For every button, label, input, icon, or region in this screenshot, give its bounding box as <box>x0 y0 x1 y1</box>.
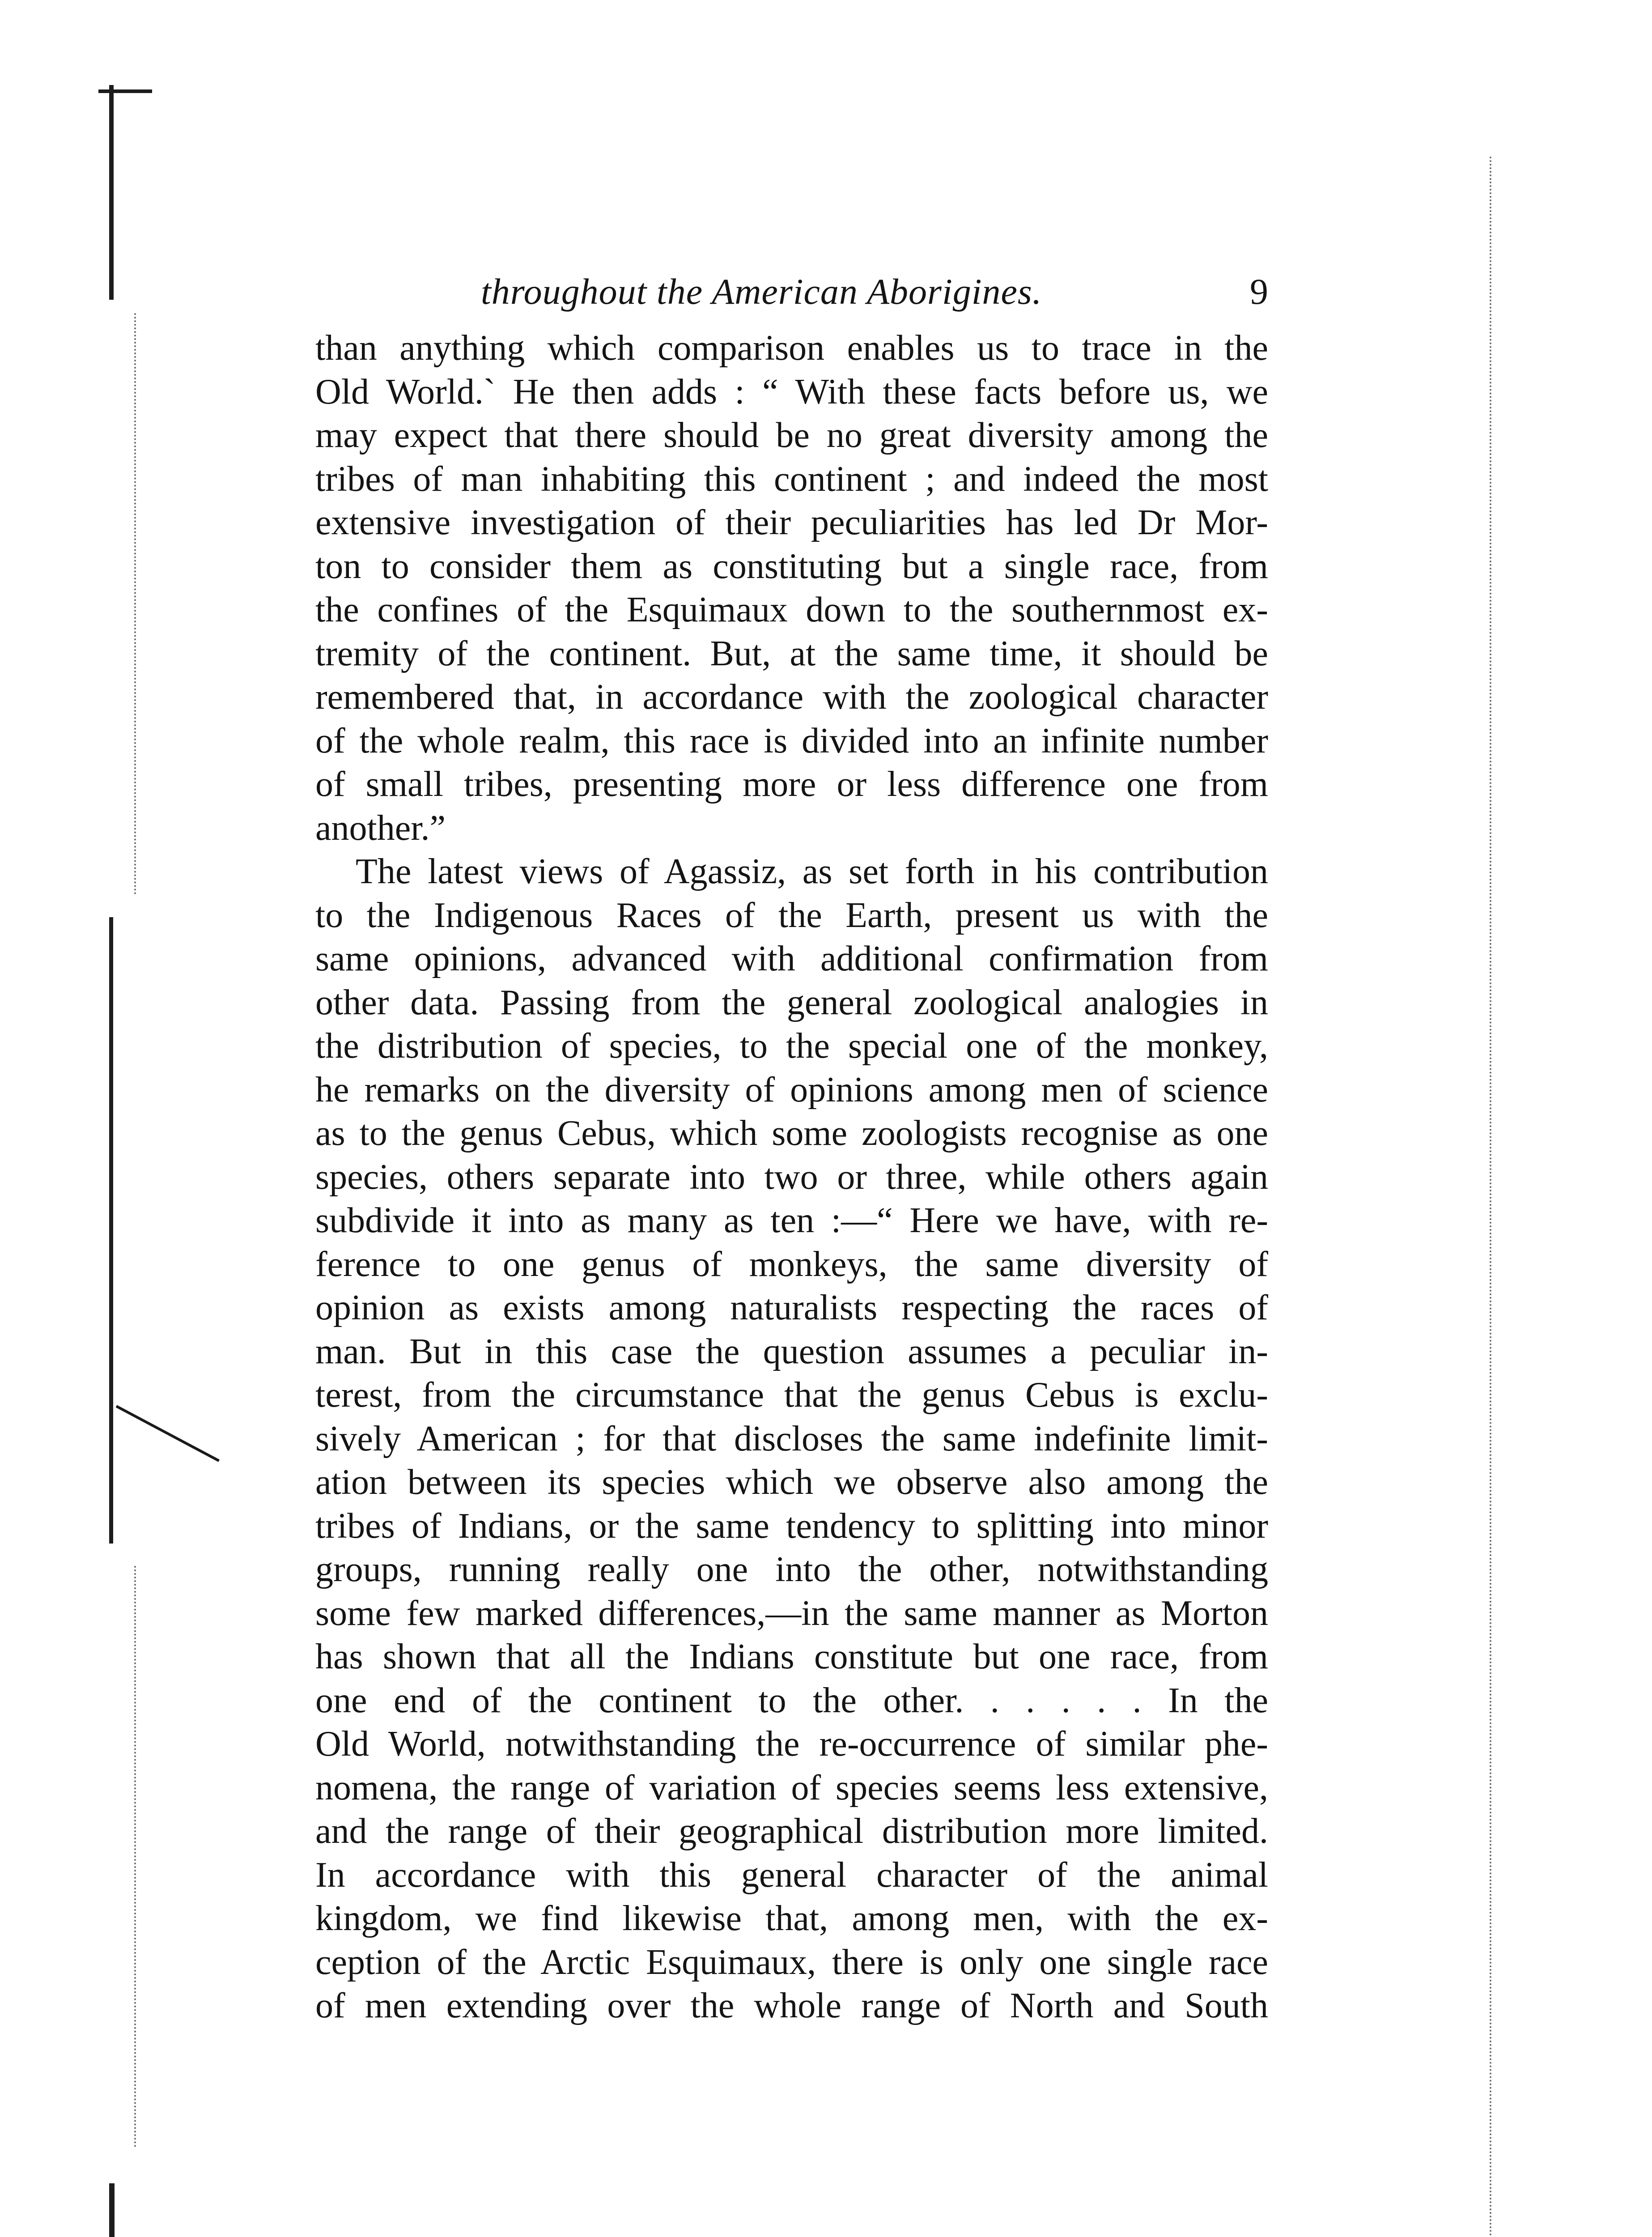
text-line: to the Indigenous Races of the Earth, present us with the <box>315 895 1268 935</box>
text-line: extensive investigation of their peculiarities has led Dr Mor- <box>315 503 1268 542</box>
text-line: tribes of man inhabiting this continent ; and indeed the most <box>315 459 1268 499</box>
text-line: terest, from the circumstance that the genus Cebus is exclu- <box>315 1375 1268 1415</box>
text-line: opinion as exists among naturalists respecting the races of <box>315 1288 1268 1327</box>
left-edge-speckle <box>134 313 136 895</box>
text-line: has shown that all the Indians constitute but one race, from <box>315 1637 1268 1676</box>
text-line: of small tribes, presenting more or less difference one from <box>315 765 1268 804</box>
text-line: than anything which comparison enables us to trace in the <box>315 328 1268 368</box>
text-line: some few marked differences,—in the same manner as Morton <box>315 1593 1268 1633</box>
text-line: In accordance with this general character of the animal <box>315 1855 1268 1895</box>
text-line: same opinions, advanced with additional confirmation from <box>315 939 1268 978</box>
text-line: tribes of Indians, or the same tendency to splitting into minor <box>315 1506 1268 1546</box>
text-line: Old World, notwithstanding the re-occurrence of similar phe- <box>315 1724 1268 1764</box>
text-line: of the whole realm, this race is divided into an infinite number <box>315 721 1268 761</box>
text-line: nomena, the range of variation of species seems less extensive, <box>315 1768 1268 1807</box>
right-edge-speckle <box>1490 157 1491 2237</box>
text-line: groups, running really one into the other, notwithstanding <box>315 1550 1268 1589</box>
binding-spike <box>116 1405 220 1462</box>
text-line: sively American ; for that discloses the same indefinite limit- <box>315 1419 1268 1459</box>
left-binding-edge <box>109 85 114 300</box>
text-line: species, others separate into two or three, while others again <box>315 1157 1268 1197</box>
text-line: man. But in this case the question assumes a peculiar in- <box>315 1331 1268 1371</box>
left-binding-edge <box>109 2183 115 2237</box>
left-edge-speckle <box>134 1566 136 2148</box>
left-binding-edge <box>109 917 113 1544</box>
text-line: as to the genus Cebus, which some zoologists recognise as one <box>315 1114 1268 1153</box>
text-line: one end of the continent to the other. . . . . . In the <box>315 1680 1268 1720</box>
text-line: subdivide it into as many as ten :—“ Here we have, with re- <box>315 1201 1268 1240</box>
text-line: ception of the Arctic Esquimaux, there is only one single race <box>315 1942 1268 1982</box>
running-header <box>315 267 1268 316</box>
text-line: ation between its species which we observe also among the <box>315 1463 1268 1502</box>
top-edge-mark <box>98 89 152 93</box>
text-line: ference to one genus of monkeys, the same diversity of <box>315 1244 1268 1284</box>
text-line: remembered that, in accordance with the zoological character <box>315 677 1268 717</box>
text-line: kingdom, we find likewise that, among men, with the ex- <box>315 1899 1268 1938</box>
text-line: and the range of their geographical distribution more limited. <box>315 1812 1268 1851</box>
text-line: other data. Passing from the general zoological analogies in <box>315 982 1268 1022</box>
text-line: Old World.` He then adds : “ With these facts before us, we <box>315 372 1268 412</box>
running-title: throughout the American Aborigines. <box>481 271 1042 312</box>
text-line: the distribution of species, to the special one of the monkey, <box>315 1026 1268 1066</box>
text-line: of men extending over the whole range of North and South <box>315 1986 1268 2025</box>
text-line: another.” <box>315 808 446 848</box>
text-line: tremity of the continent. But, at the same time, it should be <box>315 634 1268 673</box>
text-line: the confines of the Esquimaux down to the southernmost ex- <box>315 590 1268 629</box>
text-line: he remarks on the diversity of opinions among men of science <box>315 1070 1268 1110</box>
body-text <box>315 327 1268 2028</box>
text-line: ton to consider them as constituting but a single race, from <box>315 546 1268 586</box>
text-line: The latest views of Agassiz, as set forth in his contribution <box>356 852 1268 891</box>
page-number: 9 <box>1250 271 1268 312</box>
text-line: may expect that there should be no great diversity among the <box>315 416 1268 455</box>
